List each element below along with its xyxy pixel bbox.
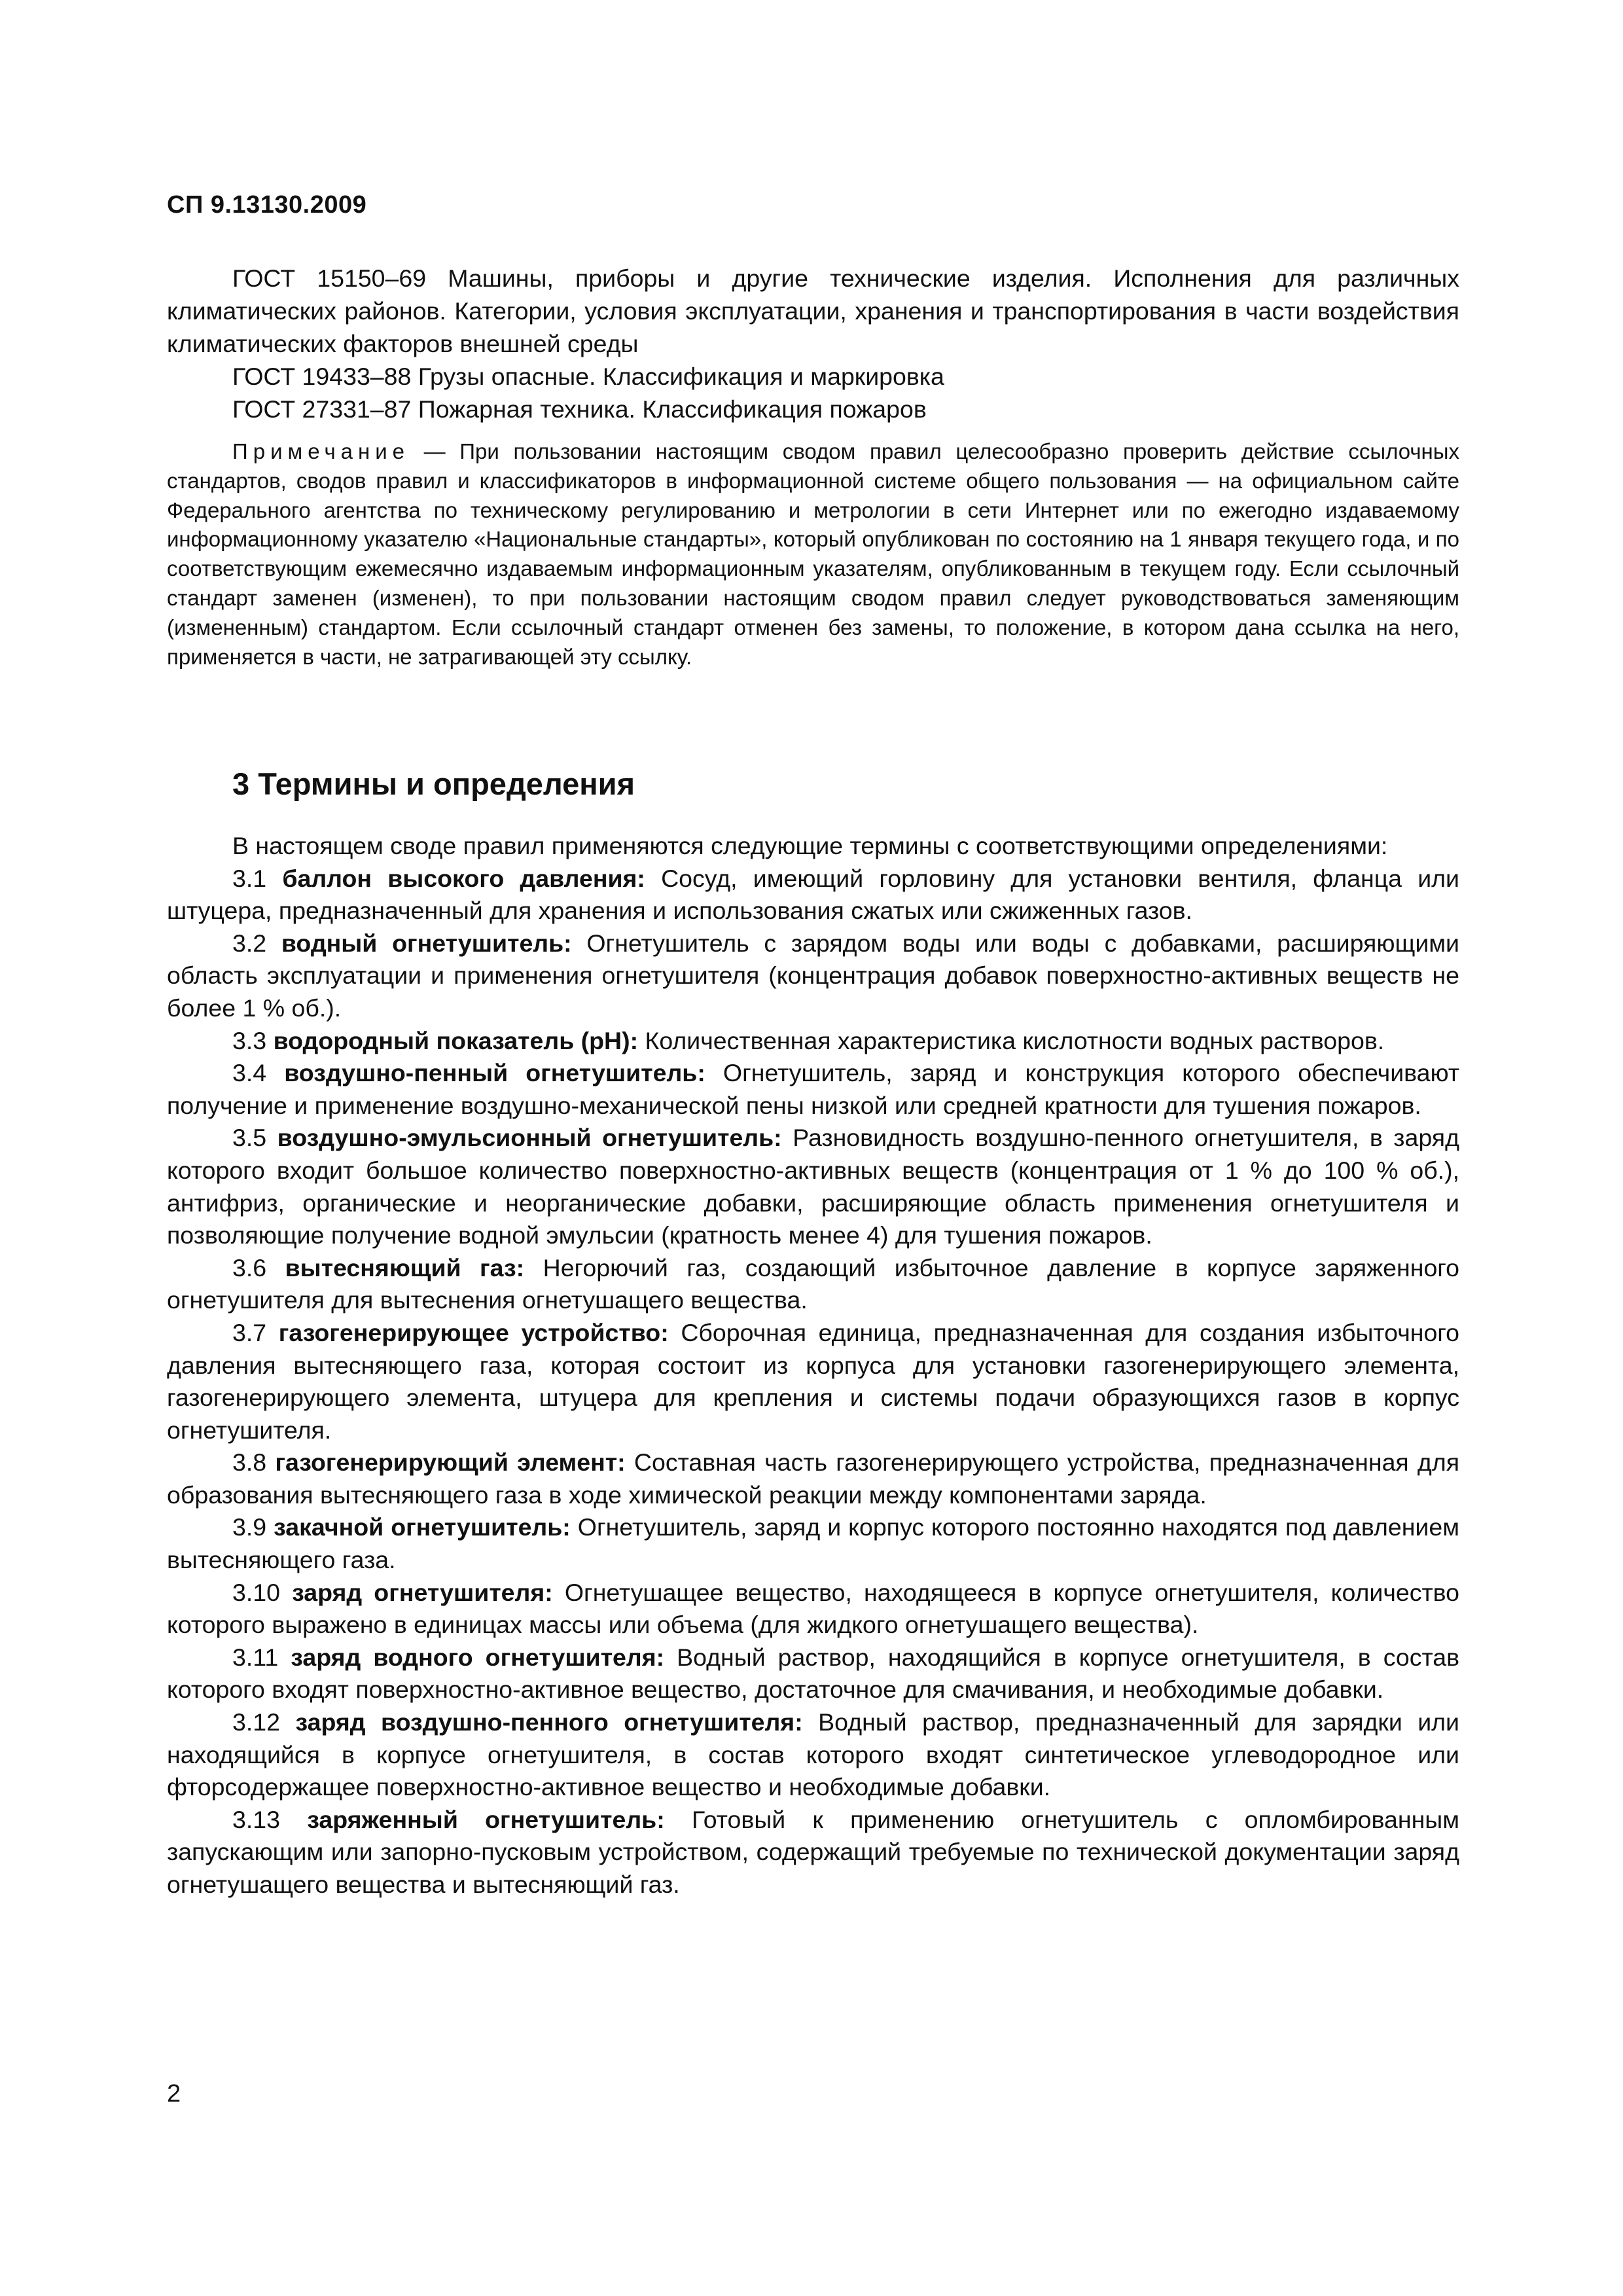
term-name: заряд водного огнетушителя: [291,1643,665,1671]
note-paragraph [167,437,1459,672]
page-number: 2 [167,2080,181,2108]
reference-item: ГОСТ 27331–87 Пожарная техника. Классификация пожаров [232,395,927,423]
term-number: 3.9 [232,1513,267,1541]
section-title: 3 Термины и определения [232,766,635,801]
term-number: 3.12 [232,1708,280,1736]
term-name: воздушно-пенный огнетушитель: [284,1059,705,1087]
term-number: 3.5 [232,1124,267,1152]
term-item [167,1446,1459,1511]
term-definition: Водный раствор, находящийся в корпусе огнетушителя, в состав которого входят поверхностно-активное вещество, достаточное для смачивания, и необходимые добавки. [167,1643,1460,1704]
term-name: газогенерирующий элемент: [275,1448,626,1477]
term-item [167,1252,1459,1317]
terms-list [167,830,1459,1901]
term-number: 3.6 [232,1253,267,1282]
term-number: 3.13 [232,1805,280,1833]
term-number: 3.4 [232,1059,267,1087]
term-definition: Готовый к применению огнетушитель с опломбированным запускающим или запорно-пусковым устройством, содержащий требуемые по технической документации заряд огнетушащего вещества и вытесняющий газ. [167,1805,1460,1898]
term-definition: Составная часть газогенерирующего устройства, предназначенная для образования вытесняющего газа в ходе химической реакции между компонентами заряда. [167,1448,1460,1509]
term-item [167,1706,1459,1804]
reference-item: ГОСТ 15150–69 Машины, приборы и другие технические изделия. Исполнения для различных климатических районов. Категории, условия эксплуатации, хранения и транспортирования в части воздействия климатических факторов внешней среды [167,264,1459,357]
term-item [167,1641,1459,1706]
term-number: 3.11 [232,1643,279,1671]
term-number: 3.2 [232,929,267,957]
term-item [167,927,1459,1025]
term-number: 3.8 [232,1448,267,1477]
term-number: 3.3 [232,1026,267,1054]
term-name: закачной огнетушитель: [274,1513,571,1541]
term-item [167,1057,1459,1122]
term-name: воздушно-эмульсионный огнетушитель: [277,1124,782,1152]
term-definition: Количественная характеристика кислотности водных растворов. [645,1026,1385,1054]
term-name: заряженный огнетушитель: [307,1805,665,1833]
term-item [167,1317,1459,1446]
term-definition: Негорючий газ, создающий избыточное давление в корпусе заряженного огнетушителя для вытеснения огнетушащего вещества. [167,1253,1460,1314]
term-number: 3.7 [232,1318,267,1346]
term-definition: Огнетушитель, заряд и конструкция которого обеспечивают получение и применение воздушно-механической пены низкой или средней кратности для тушения пожаров. [167,1059,1460,1119]
term-name: заряд огнетушителя: [292,1578,553,1606]
note-text: — При пользовании настоящим сводом правил целесообразно проверить действие ссылочных стандартов, сводов правил и классификаторов в информационной системе общего пользования — на официальном сайте Федерального агентства по техническому регулированию и метрологии в сети Интернет или по ежегодно издаваемому информационному указателю «Национальные стандарты», который опубликован по состоянию на 1 января текущего года, и по соответствующим ежемесячно издаваемым информационным указателям, опубликованным в текущем году. Если ссылочный стандарт заменен (изменен), то при пользовании настоящим сводом правил следует руководствоваться заменяющим (измененным) стандартом. Если ссылочный стандарт отменен без замены, то положение, в котором дана ссылка на него, применяется в части, не затрагивающей эту ссылку. [167,439,1459,669]
term-item [167,863,1459,927]
term-number: 3.1 [232,864,267,892]
term-name: газогенерирующее устройство: [278,1318,669,1346]
term-item [167,1511,1459,1576]
term-number: 3.10 [232,1578,280,1606]
term-name: заряд воздушно-пенного огнетушителя: [295,1708,803,1736]
note-label: Примечание [232,439,410,463]
term-definition: Сосуд, имеющий горловину для установки вентиля, фланца или штуцера, предназначенный для хранения и использования сжатых или сжиженных газов. [167,864,1459,925]
term-name: баллон высокого давления: [282,864,645,892]
term-definition: Сборочная единица, предназначенная для создания избыточного давления вытесняющего газа, которая состоит из корпуса для установки газогенерирующего элемента, газогенерирующего элемента, штуцера для крепления и системы подачи образующихся газов в корпус огнетушителя. [167,1318,1460,1444]
term-definition: Огнетушитель с зарядом воды или воды с добавками, расширяющими область эксплуатации и применения огнетушителя (концентрация добавок поверхностно-активных веществ не более 1 % об.). [167,929,1460,1022]
term-name: водородный показатель (pH): [273,1026,639,1054]
term-definition: Огнетушитель, заряд и корпус которого постоянно находятся под давлением вытесняющего газа. [167,1513,1460,1574]
term-definition: Разновидность воздушно-пенного огнетушителя, в заряд которого входит большое количество поверхностно-активных веществ (концентрация от 1 % до 100 % об.), антифриз, органические и неорганические добавки, расширяющие область применения огнетушителя и позволяющие получение водной эмульсии (кратность менее 4) для тушения пожаров. [167,1124,1459,1249]
term-definition: Водный раствор, предназначенный для зарядки или находящийся в корпусе огнетушителя, в состав которого входят синтетическое углеводородное или фторсодержащее поверхностно-активное вещество и необходимые добавки. [167,1708,1460,1801]
term-item [167,1804,1459,1901]
term-name: водный огнетушитель: [281,929,572,957]
term-name: вытесняющий газ: [285,1253,525,1282]
reference-item: ГОСТ 19433–88 Грузы опасные. Классификация и маркировка [232,363,944,390]
term-item [167,1122,1459,1251]
section-intro: В настоящем своде правил применяются следующие термины с соответствующими определениями: [232,832,1388,859]
term-definition: Огнетушащее вещество, находящееся в корпусе огнетушителя, количество которого выражено в единицах массы или объема (для жидкого огнетушащего вещества). [167,1578,1459,1639]
document-code-header: СП 9.13130.2009 [167,191,367,219]
term-item [167,1025,1459,1058]
normative-references-list [167,262,1459,425]
term-item [167,1577,1459,1641]
